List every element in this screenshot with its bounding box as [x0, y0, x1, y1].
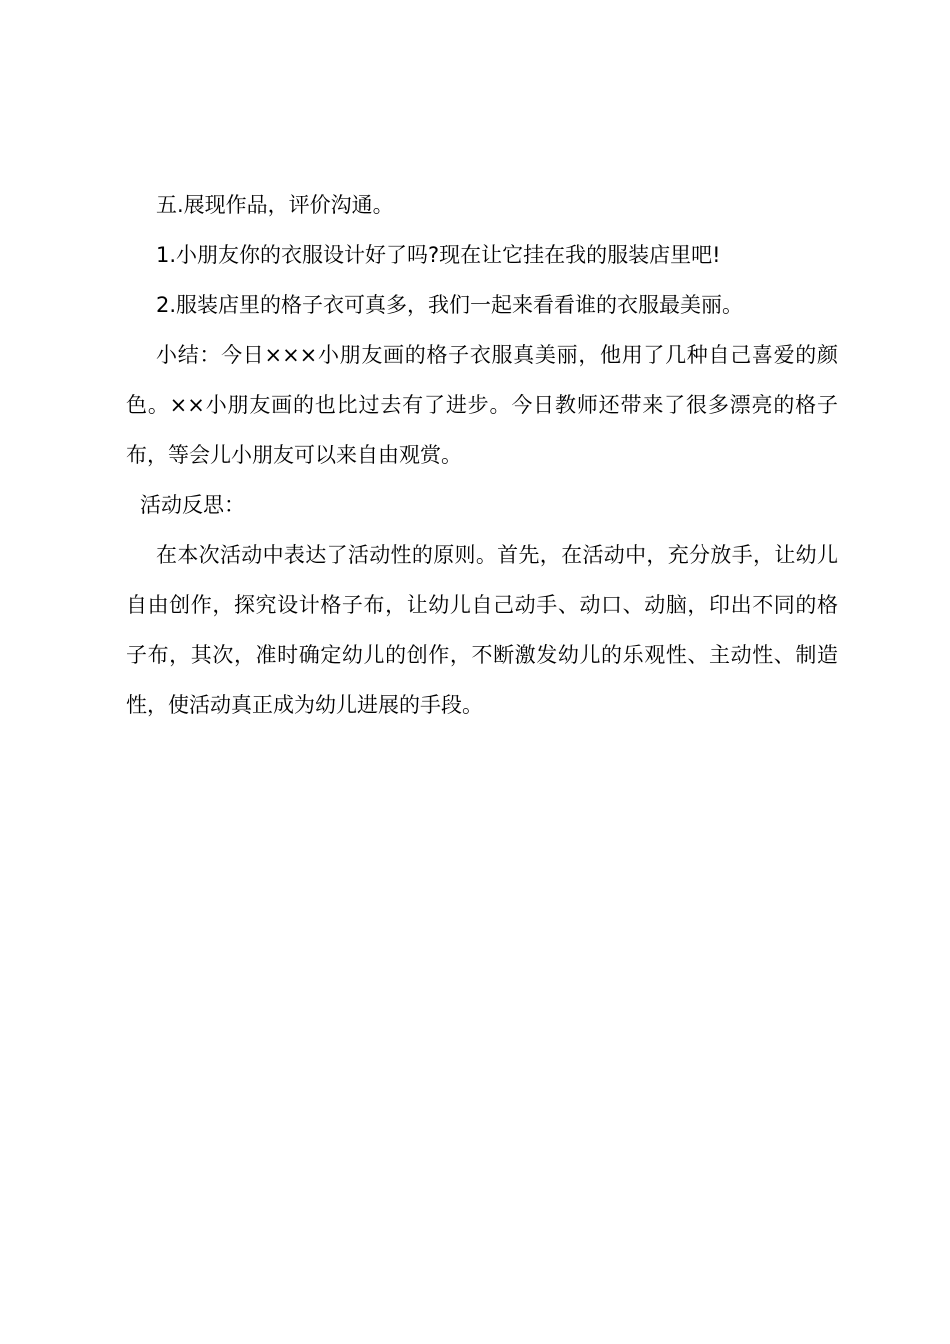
list-item-2: 2.服装店里的格子衣可真多，我们一起来看看谁的衣服最美丽。 [156, 293, 744, 317]
section-heading-show-works: 五.展现作品，评价沟通。 [156, 193, 394, 217]
reflection-paragraph: 在本次活动中表达了活动性的原则。首先，在活动中，充分放手，让幼儿自由创作，探究设计格子布，让幼儿自己动手、动口、动脑，印出不同的格子布，其次，准时确定幼儿的创作，不断激发幼儿的乐观性、主动性、制造性，使活动真正成为幼儿进展的手段。 [126, 543, 838, 717]
list-item-1: 1.小朋友你的衣服设计好了吗?现在让它挂在我的服装店里吧! [156, 243, 721, 267]
section-heading-reflection: 活动反思： [140, 493, 245, 517]
document-body [126, 180, 838, 730]
summary-paragraph: 小结：今日×××小朋友画的格子衣服真美丽，他用了几种自己喜爱的颜色。××小朋友画的也比过去有了进步。今日教师还带来了很多漂亮的格子布，等会儿小朋友可以来自由观赏。 [126, 343, 838, 467]
